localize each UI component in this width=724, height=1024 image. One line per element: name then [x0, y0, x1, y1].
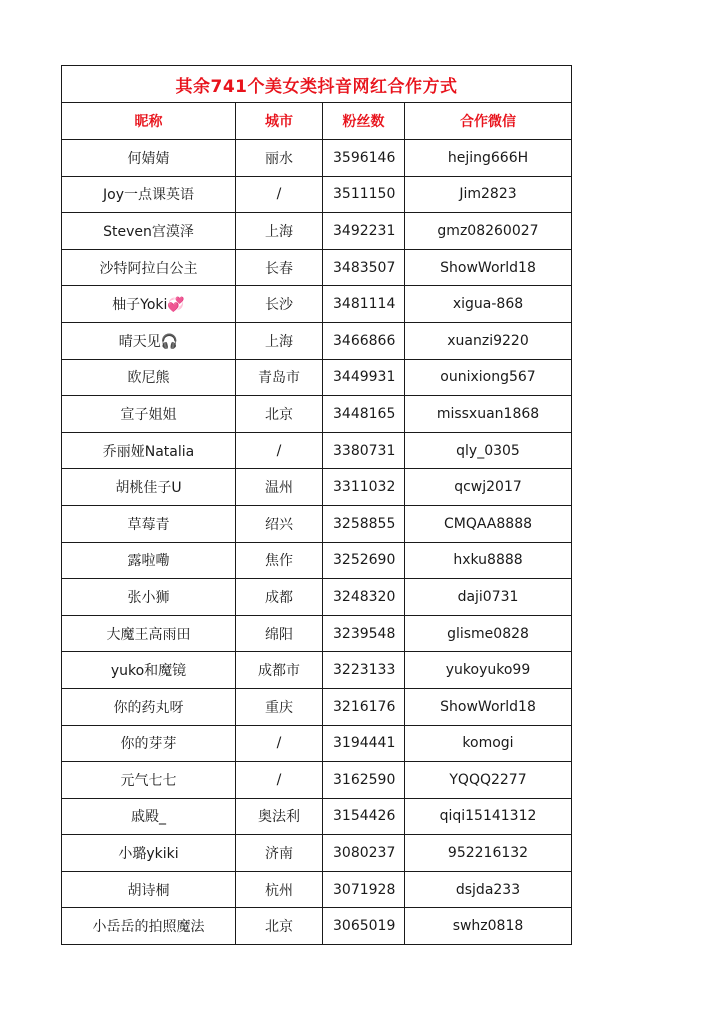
table-row [62, 213, 572, 250]
cell-nickname: 草莓青 [62, 505, 236, 542]
table-row [62, 652, 572, 689]
header-wechat: 合作微信 [405, 103, 572, 140]
cell-fans: 3216176 [323, 688, 405, 725]
cell-wechat: ShowWorld18 [405, 688, 572, 725]
cell-nickname: 戚殿_ [62, 798, 236, 835]
cell-fans: 3481114 [323, 286, 405, 323]
cell-nickname: 大魔王高雨田 [62, 615, 236, 652]
cell-fans: 3466866 [323, 322, 405, 359]
cell-fans: 3065019 [323, 908, 405, 945]
cell-city: 杭州 [236, 871, 323, 908]
cell-fans: 3258855 [323, 505, 405, 542]
table-row [62, 615, 572, 652]
cell-nickname: 何婧婧 [62, 140, 236, 177]
table-row [62, 505, 572, 542]
cell-fans: 3596146 [323, 140, 405, 177]
cell-wechat: qly_0305 [405, 432, 572, 469]
cell-nickname: 张小狮 [62, 579, 236, 616]
table-title: 其余741个美女类抖音网红合作方式 [62, 66, 572, 103]
table-row [62, 835, 572, 872]
title-row [62, 66, 572, 103]
table-row [62, 249, 572, 286]
cell-fans: 3248320 [323, 579, 405, 616]
cell-fans: 3252690 [323, 542, 405, 579]
table-row [62, 871, 572, 908]
cell-nickname: 欧尼熊 [62, 359, 236, 396]
table-row [62, 176, 572, 213]
cell-city: 丽水 [236, 140, 323, 177]
cell-wechat: 952216132 [405, 835, 572, 872]
cell-nickname: 元气七七 [62, 762, 236, 799]
cell-city: / [236, 432, 323, 469]
cell-fans: 3483507 [323, 249, 405, 286]
header-nickname: 昵称 [62, 103, 236, 140]
table-row [62, 688, 572, 725]
table-row [62, 286, 572, 323]
cell-city: / [236, 762, 323, 799]
cell-city: 绍兴 [236, 505, 323, 542]
table-row [62, 762, 572, 799]
cell-city: 青岛市 [236, 359, 323, 396]
cell-city: 北京 [236, 908, 323, 945]
cell-nickname: 露啦嘞 [62, 542, 236, 579]
cell-city: 长春 [236, 249, 323, 286]
cell-nickname: 你的药丸呀 [62, 688, 236, 725]
cell-fans: 3194441 [323, 725, 405, 762]
cell-wechat: ShowWorld18 [405, 249, 572, 286]
cell-nickname: 小岳岳的拍照魔法 [62, 908, 236, 945]
table-row [62, 579, 572, 616]
cell-nickname: 胡桃佳子U [62, 469, 236, 506]
header-city: 城市 [236, 103, 323, 140]
cell-wechat: xuanzi9220 [405, 322, 572, 359]
cell-wechat: komogi [405, 725, 572, 762]
cell-fans: 3492231 [323, 213, 405, 250]
cell-nickname: Joy一点课英语 [62, 176, 236, 213]
cell-city: / [236, 176, 323, 213]
cell-wechat: ounixiong567 [405, 359, 572, 396]
cell-fans: 3223133 [323, 652, 405, 689]
header-row [62, 103, 572, 140]
cell-city: 上海 [236, 322, 323, 359]
cell-nickname: 小璐ykiki [62, 835, 236, 872]
cell-wechat: qiqi15141312 [405, 798, 572, 835]
cell-fans: 3511150 [323, 176, 405, 213]
cell-nickname: Steven宫漠泽 [62, 213, 236, 250]
cell-wechat: gmz08260027 [405, 213, 572, 250]
header-fans: 粉丝数 [323, 103, 405, 140]
cell-wechat: YQQQ2277 [405, 762, 572, 799]
table-row [62, 469, 572, 506]
cell-nickname: 胡诗桐 [62, 871, 236, 908]
table-row [62, 908, 572, 945]
cell-city: 成都市 [236, 652, 323, 689]
cell-city: 北京 [236, 396, 323, 433]
cell-nickname: 柚子Yoki💞 [62, 286, 236, 323]
cell-fans: 3448165 [323, 396, 405, 433]
cell-nickname: yuko和魔镜 [62, 652, 236, 689]
cell-nickname: 乔丽娅Natalia [62, 432, 236, 469]
cell-nickname: 宣子姐姐 [62, 396, 236, 433]
cell-wechat: missxuan1868 [405, 396, 572, 433]
cell-city: 成都 [236, 579, 323, 616]
cell-wechat: Jim2823 [405, 176, 572, 213]
cell-wechat: glisme0828 [405, 615, 572, 652]
table-row [62, 725, 572, 762]
table-row [62, 798, 572, 835]
cell-wechat: daji0731 [405, 579, 572, 616]
table-row [62, 396, 572, 433]
cell-nickname: 沙特阿拉白公主 [62, 249, 236, 286]
cell-wechat: yukoyuko99 [405, 652, 572, 689]
table-row [62, 322, 572, 359]
cell-city: 长沙 [236, 286, 323, 323]
cell-city: 绵阳 [236, 615, 323, 652]
cell-city: 重庆 [236, 688, 323, 725]
cell-nickname: 晴天见🎧 [62, 322, 236, 359]
cell-fans: 3380731 [323, 432, 405, 469]
cell-wechat: dsjda233 [405, 871, 572, 908]
cell-fans: 3080237 [323, 835, 405, 872]
cell-wechat: CMQAA8888 [405, 505, 572, 542]
cell-city: 奥法利 [236, 798, 323, 835]
cell-fans: 3449931 [323, 359, 405, 396]
cell-fans: 3154426 [323, 798, 405, 835]
cell-wechat: hxku8888 [405, 542, 572, 579]
cell-fans: 3239548 [323, 615, 405, 652]
cell-fans: 3162590 [323, 762, 405, 799]
table-row [62, 359, 572, 396]
cell-fans: 3311032 [323, 469, 405, 506]
cell-city: / [236, 725, 323, 762]
cell-city: 温州 [236, 469, 323, 506]
cell-fans: 3071928 [323, 871, 405, 908]
cell-city: 上海 [236, 213, 323, 250]
influencer-table [61, 65, 572, 945]
cell-wechat: qcwj2017 [405, 469, 572, 506]
table-row [62, 140, 572, 177]
cell-wechat: hejing666H [405, 140, 572, 177]
cell-city: 焦作 [236, 542, 323, 579]
cell-wechat: swhz0818 [405, 908, 572, 945]
cell-city: 济南 [236, 835, 323, 872]
cell-nickname: 你的芽芽 [62, 725, 236, 762]
cell-wechat: xigua-868 [405, 286, 572, 323]
table-row [62, 542, 572, 579]
table-row [62, 432, 572, 469]
